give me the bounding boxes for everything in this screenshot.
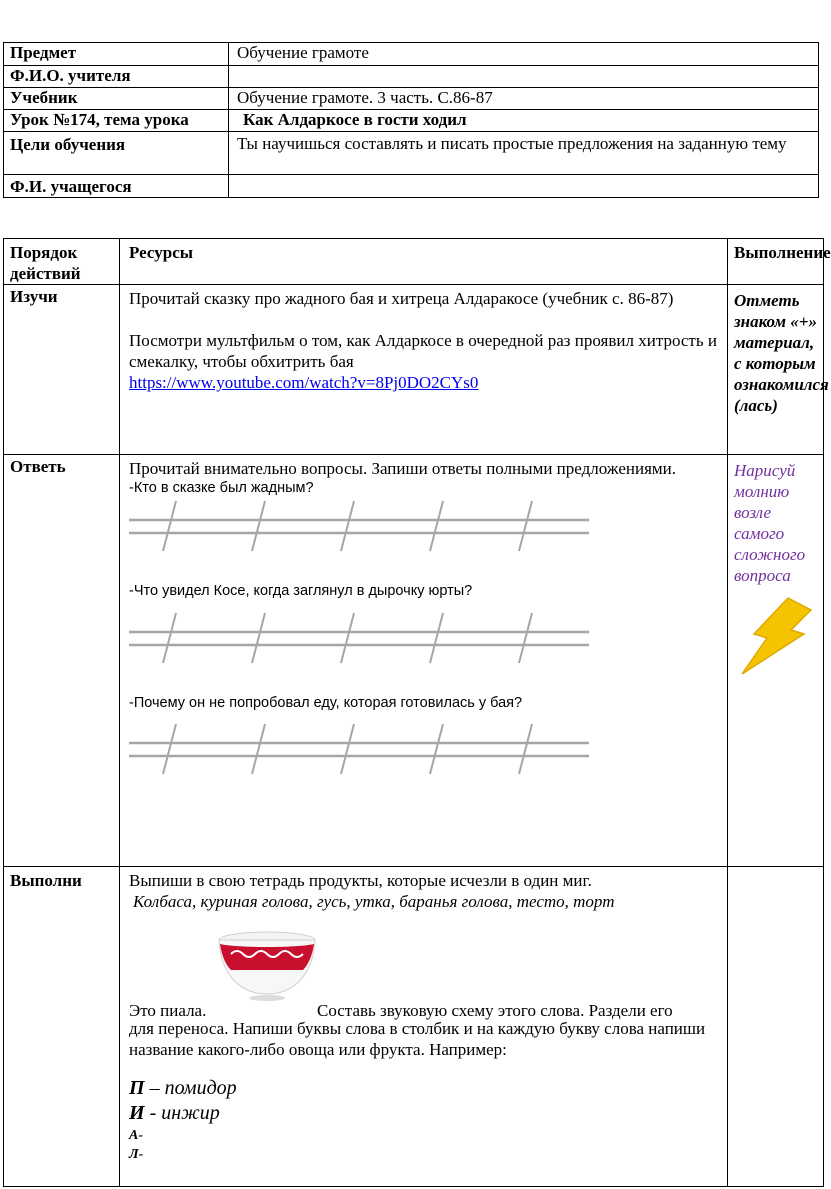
lesson-topic-label: Урок №174, тема урока	[4, 110, 229, 132]
youtube-link[interactable]: https://www.youtube.com/watch?v=8Pj0DO2CYs0	[129, 373, 479, 392]
writing-lines[interactable]	[129, 609, 599, 667]
teacher-label: Ф.И.О. учителя	[4, 66, 229, 88]
row-label-do: Выполни	[4, 867, 120, 1187]
answer-resources	[120, 455, 728, 867]
row-label-study: Изучи	[4, 285, 120, 455]
study-textbook-text: Прочитай сказку про жадного бая и хитреца Алдаракосе (учебник с. 86-87)	[129, 289, 674, 308]
slant-line	[519, 613, 532, 663]
bowl-intro: Это пиала.	[129, 1001, 207, 1020]
student-label: Ф.И. учащегося	[4, 175, 229, 198]
slant-line	[430, 724, 443, 774]
col-header-resources: Ресурсы	[120, 239, 728, 285]
bowl-line	[129, 922, 719, 1018]
question-2: -Что увидел Косе, когда заглянул в дырочку юрты?	[129, 583, 473, 599]
slant-line	[252, 613, 265, 663]
student-value	[229, 175, 819, 198]
bowl-task: для переноса. Напиши буквы слова в столбик и на каждую букву слова напиши название какого-либо овоща или фрукта. Например:	[129, 1019, 706, 1059]
slant-line	[341, 724, 354, 774]
answer-instructions: Прочитай внимательно вопросы. Запиши ответы полными предложениями.	[129, 459, 676, 478]
bowl-task-start: Составь звуковую схему этого слова. Раздели его	[317, 1001, 673, 1020]
lesson-topic-value: Как Алдаркосе в гости ходил	[243, 110, 467, 129]
lightning-bolt-icon	[734, 596, 812, 676]
example-row-i: И - инжир	[129, 1102, 220, 1124]
subject-value: Обучение грамоте	[229, 43, 819, 66]
slant-line	[430, 613, 443, 663]
do-completion	[728, 867, 824, 1187]
slant-line	[163, 613, 176, 663]
teacher-value	[229, 66, 819, 88]
slant-line	[252, 501, 265, 551]
col-header-order: Порядок действий	[4, 239, 120, 285]
goals-label: Цели обучения	[4, 132, 229, 175]
study-completion-note: Отметь знаком «+» материал, с которым ознакомился (лась)	[728, 285, 824, 455]
do-resources	[120, 867, 728, 1187]
subject-label: Предмет	[4, 43, 229, 66]
example-list	[129, 1076, 719, 1164]
slant-line	[519, 501, 532, 551]
row-label-answer: Ответь	[4, 455, 120, 867]
col-header-completion: Выполнение	[728, 239, 824, 285]
question-3: -Почему он не попробовал еду, которая готовилась у бая?	[129, 695, 523, 711]
slant-line	[163, 501, 176, 551]
slant-line	[430, 501, 443, 551]
textbook-label: Учебник	[4, 88, 229, 110]
lesson-info-table	[3, 42, 819, 198]
study-resources	[120, 285, 728, 455]
answer-completion	[728, 455, 824, 867]
slant-line	[341, 501, 354, 551]
products-list: Колбаса, куриная голова, гусь, утка, баранья голова, тесто, торт	[133, 892, 615, 911]
products-task: Выпиши в свою тетрадь продукты, которые исчезли в один миг.	[129, 871, 592, 890]
study-cartoon-text: Посмотри мультфильм о том, как Алдаркосе в очередной раз проявил хитрость и смекалку, чтобы обхитрить бая	[129, 331, 717, 371]
writing-lines[interactable]	[129, 720, 599, 778]
answer-completion-note: Нарисуй молнию возле самого сложного вопроса	[734, 461, 806, 585]
textbook-value: Обучение грамоте. 3 часть. С.86-87	[229, 88, 819, 110]
slant-line	[163, 724, 176, 774]
writing-lines[interactable]	[129, 497, 599, 555]
slant-line	[341, 613, 354, 663]
blank-row-a[interactable]: А-	[129, 1128, 143, 1143]
piala-bowl-icon	[217, 930, 317, 1002]
goals-value: Ты научишься составлять и писать простые предложения на заданную тему	[229, 132, 819, 175]
example-row-p: П – помидор	[129, 1077, 237, 1099]
slant-line	[252, 724, 265, 774]
blank-row-l[interactable]: Л-	[129, 1147, 144, 1162]
lesson-tasks-table	[3, 238, 831, 1187]
question-1: -Кто в сказке был жадным?	[129, 480, 314, 496]
slant-line	[519, 724, 532, 774]
